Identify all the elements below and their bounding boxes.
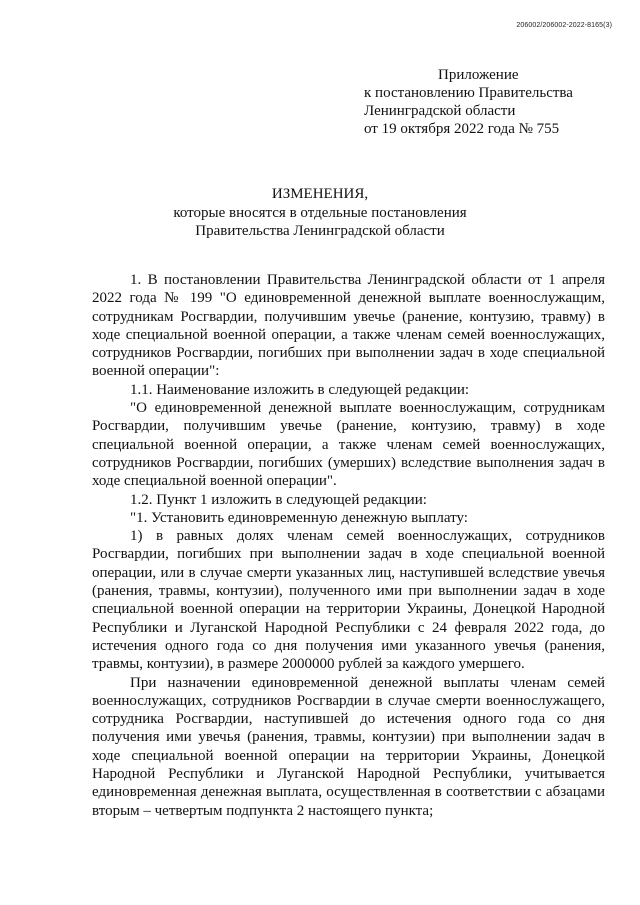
document-id: 206002/206002-2022-8165(3) [516, 22, 612, 29]
annex-label: Приложение [438, 67, 519, 83]
paragraph-new-title: "О единовременной денежной выплате военнослужащим, сотрудникам Росгвардии, получившим увечье (ранение, контузию, травму) в ходе специальной военной операции, а также членам семей военнослужащих, сотрудников Росгвардии, погибших (умерших) вследствие выполнения задач в ходе специальной военной операции". [92, 400, 605, 490]
paragraph-1-2: 1.2. Пункт 1 изложить в следующей редакции: [130, 491, 427, 508]
annex-block [364, 66, 624, 138]
document-subtitle-line1: которые вносятся в отдельные постановления [173, 205, 467, 221]
paragraph-1-1: 1.1. Наименование изложить в следующей редакции: [130, 381, 470, 398]
annex-reference: к постановлению Правительства [364, 85, 573, 101]
paragraph-assignment: При назначении единовременной денежной выплаты членам семей военнослужащих, сотрудников Росгвардии в случае смерти военнослужащего, сотрудника Росгвардии, наступившей до истечения одного года со дня получения ими увечья (ранения, травмы, контузии) при выполнении задач в ходе специальной военной операции на территории Украины, Донецкой Народной Республики и Луганской Народной Республики, учитывается единовременная денежная выплата, осуществленная в соответствии с абзацами вторым – четвертым подпункта 2 настоящего пункта; [92, 674, 605, 819]
document-body [92, 271, 605, 820]
annex-date: от 19 октября 2022 года № 755 [364, 121, 560, 137]
paragraph-subpoint-1: 1) в равных долях членам семей военнослужащих, сотрудников Росгвардии, погибших при выполнении задач в ходе специальной военной операции, или в случае смерти указанных лиц, наступившей вследствие увечья (ранения, травмы, контузии), полученного ими при выполнении задач в ходе специальной военной операции на территории Украины, Донецкой Народной Республики и Луганской Народной Республики с 24 февраля 2022 года, до истечения одного года со дня получения ими указанного увечья (ранения, травмы, контузии), в размере 2000000 рублей за каждого умершего. [92, 528, 605, 673]
document-subtitle-line2: Правительства Ленинградской области [195, 223, 445, 239]
annex-region: Ленинградской области [364, 103, 516, 119]
paragraph-1: 1. В постановлении Правительства Ленинградской области от 1 апреля 2022 года № 199 "О единовременной денежной выплате военнослужащим, сотрудникам Росгвардии, получившим увечье (ранение, контузию, травму) в ходе специальной военной операции, а также членам семей военнослужащих, сотрудников Росгвардии, погибших при выполнении задач в ходе специальной военной операции": [92, 272, 605, 380]
paragraph-point-1: "1. Установить единовременную денежную выплату: [130, 509, 468, 526]
document-title: ИЗМЕНЕНИЯ, [271, 186, 369, 202]
